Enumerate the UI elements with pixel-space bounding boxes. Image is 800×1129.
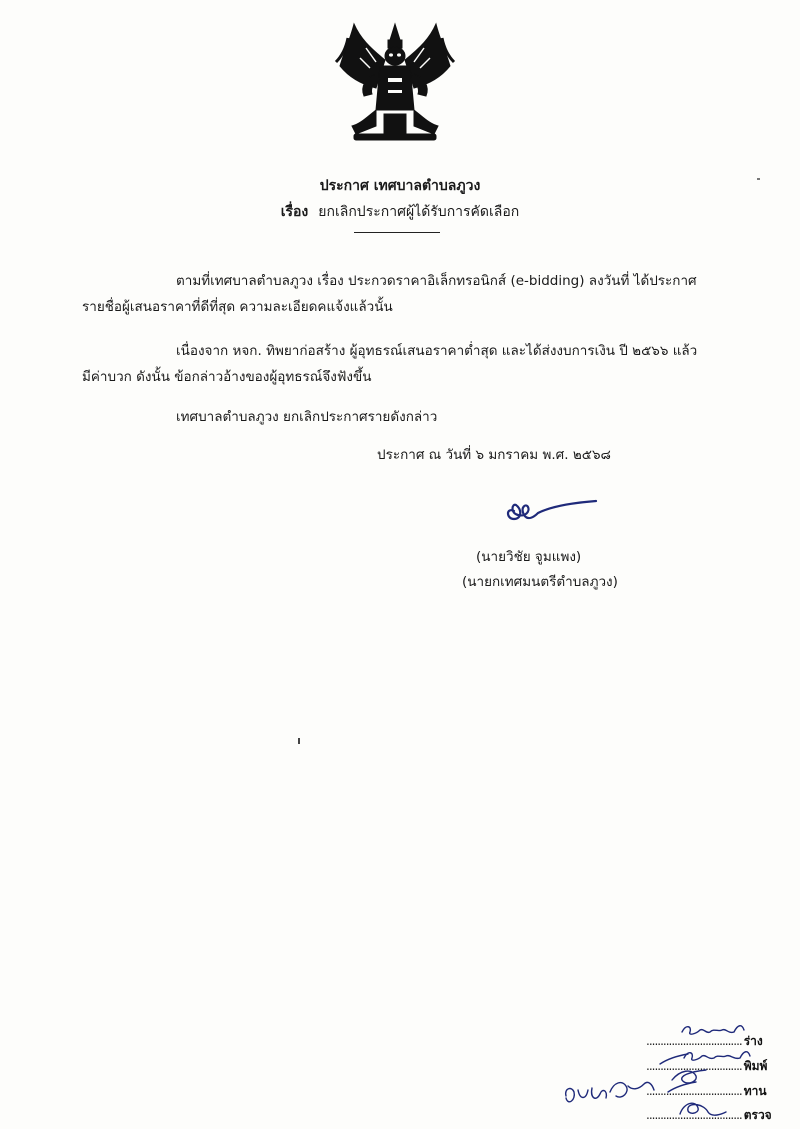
paragraph-3 (82, 404, 722, 430)
routing-dots: .................................. (646, 1034, 742, 1048)
paragraph-2 (82, 338, 722, 390)
paragraph-1 (82, 268, 722, 320)
routing-initials-block (556, 1020, 800, 1129)
routing-label-check: ตรวจ (743, 1108, 772, 1122)
routing-dots: .................................. (646, 1084, 742, 1098)
routing-label-print: พิมพ์ (743, 1059, 768, 1073)
signer-name: (นายวิชัย จูมแพง) (476, 549, 582, 565)
subject-label: เรื่อง (280, 204, 309, 220)
paragraph-2-line-1: เนื่องจาก หจก. ทิพยาก่อสร้าง ผู้อุทธรณ์เสนอราคาต่ำสุด และได้ส่งงบการเงิน ปี ๒๕๖๖ แล้ว (176, 343, 698, 359)
routing-label-draft: ร่าง (743, 1034, 763, 1048)
subject-text: ยกเลิกประกาศผู้ได้รับการคัดเลือก (318, 204, 520, 220)
announcement-date: ประกาศ ณ วันที่ ๖ มกราคม พ.ศ. ๒๕๖๘ (377, 447, 611, 463)
paragraph-3-line-1: เทศบาลตำบลภูวง ยกเลิกประกาศรายดังกล่าว (176, 409, 438, 425)
routing-dots: .................................. (646, 1108, 742, 1122)
title-underline (354, 232, 440, 233)
scan-speck (757, 178, 760, 180)
paragraph-1-line-2: รายชื่อผู้เสนอราคาที่ดีที่สุด ความละเอียดคแจ้งแล้วนั้น (82, 299, 393, 315)
routing-dots: .................................. (646, 1059, 742, 1073)
handwritten-signature (500, 493, 600, 529)
paragraph-1-line-1: ตามที่เทศบาลตำบลภูวง เรื่อง ประกวดราคาอิเล็กทรอนิกส์ (e-bidding) ลงวันที่ ได้ประกาศ (176, 273, 697, 289)
signer-position: (นายกเทศมนตรีตำบลภูวง) (462, 574, 618, 590)
handwritten-initials (556, 1020, 800, 1129)
routing-label-review: ทาน (743, 1084, 767, 1098)
paragraph-2-line-2: มีค่าบวก ดังนั้น ข้อกล่าวอ้างของผู้อุทธรณ์จึงฟังขึ้น (82, 369, 372, 385)
announcement-title: ประกาศ เทศบาลตำบลภูวง (319, 178, 481, 194)
scan-speck (298, 738, 300, 744)
announcement-subject (0, 201, 800, 223)
garuda-emblem (330, 18, 460, 148)
